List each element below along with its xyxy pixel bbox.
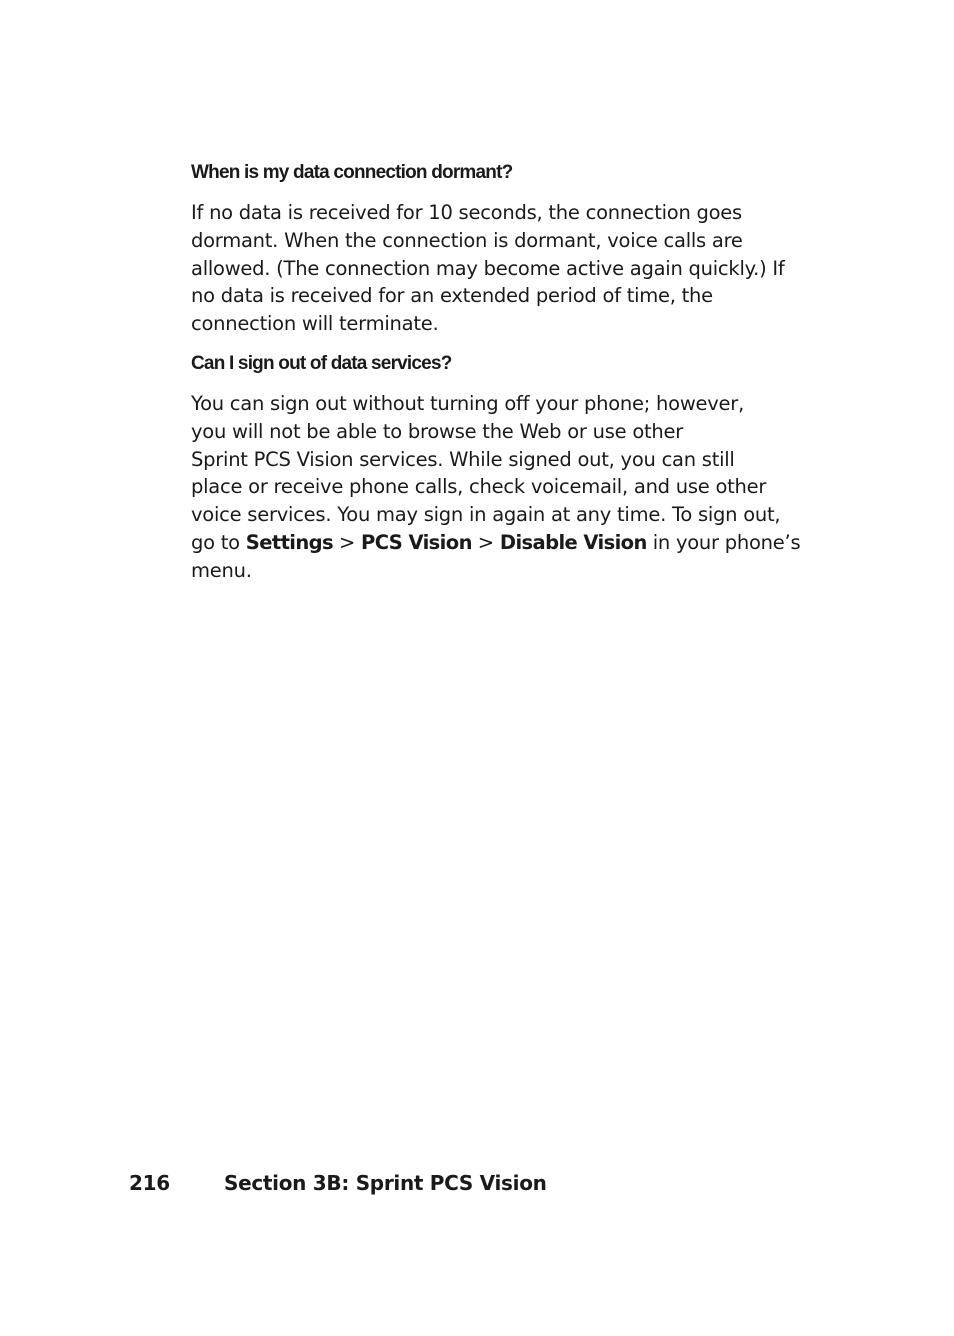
faq-question-sign-out: Can I sign out of data services? — [191, 353, 452, 374]
menu-path-line — [191, 529, 801, 557]
menu-path-separator: > — [333, 530, 362, 554]
section-title: Section 3B: Sprint PCS Vision — [224, 1171, 547, 1195]
answer-line: connection will terminate. — [191, 312, 439, 336]
answer-line: You can sign out without turning off your phone; however, — [191, 392, 745, 415]
answer-line: you will not be able to browse the Web or use other — [191, 419, 684, 443]
menu-path-suffix: in your phone’s — [646, 530, 801, 554]
faq-question-dormant: When is my data connection dormant? — [191, 162, 513, 183]
page-number: 216 — [129, 1171, 170, 1195]
page-footer — [129, 1168, 547, 1198]
answer-line: voice services. You may sign in again at any time. To sign out, — [191, 503, 781, 527]
answer-line: dormant. When the connection is dormant, voice calls are — [191, 228, 743, 252]
menu-path-separator: > — [471, 530, 500, 554]
menu-item-pcs-vision: PCS Vision — [361, 530, 472, 554]
answer-line: If no data is received for 10 seconds, the connection goes — [191, 201, 742, 224]
menu-path-prefix: go to — [191, 530, 246, 554]
answer-line: no data is received for an extended period of time, the — [191, 284, 713, 308]
answer-line: place or receive phone calls, check voicemail, and use other — [191, 475, 767, 499]
menu-item-disable-vision: Disable Vision — [499, 530, 647, 554]
menu-item-settings: Settings — [245, 530, 334, 554]
faq-answer-dormant — [191, 199, 791, 338]
answer-line: allowed. (The connection may become active again quickly.) If — [191, 256, 785, 280]
answer-line: menu. — [191, 558, 252, 582]
answer-line: Sprint PCS Vision services. While signed out, you can still — [191, 447, 735, 471]
faq-answer-sign-out — [191, 390, 801, 585]
